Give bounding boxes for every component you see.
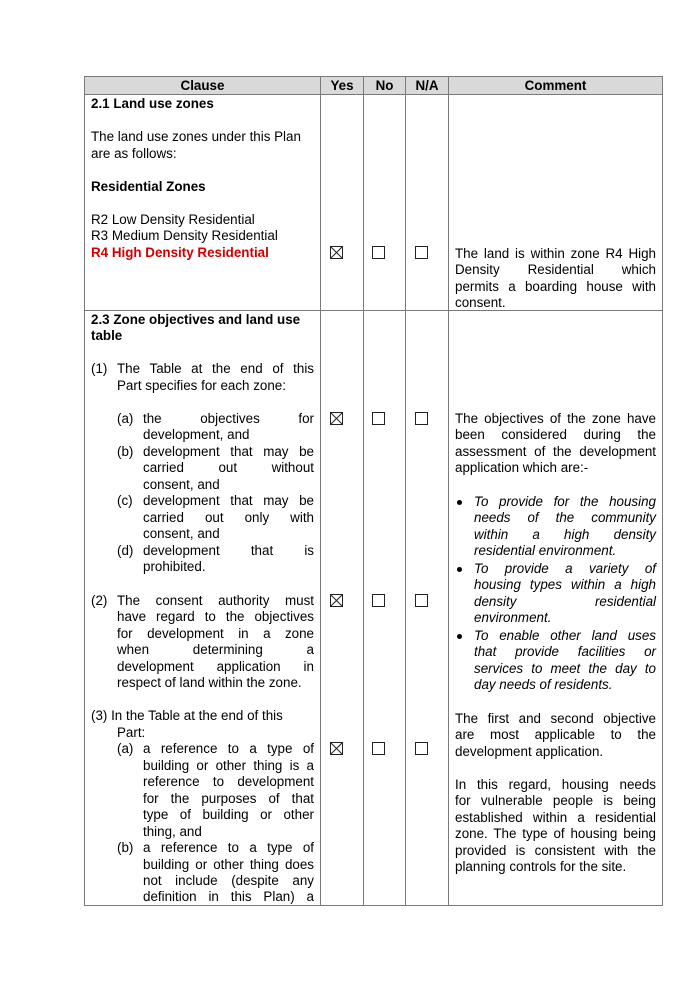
sub-text: development that may be [143, 444, 314, 459]
para-text: (3) In the Table at the end of this [91, 708, 283, 723]
comment-line: Density Residential which [455, 262, 656, 277]
comment-line: are most applicable to the [455, 727, 656, 742]
comment-line: In this regard, housing needs [455, 777, 656, 792]
checkbox-na[interactable] [415, 412, 428, 425]
clause-title-2-1: 2.1 Land use zones [91, 96, 214, 111]
sub-text: development that may be [143, 493, 314, 508]
comment-line: permits a boarding house with [455, 279, 656, 294]
sub-text: development that is [143, 543, 314, 558]
check-x-icon [331, 595, 342, 606]
header-na: N/A [415, 78, 439, 93]
col-divider-comment [448, 76, 449, 906]
sub-text: carried out without [143, 460, 314, 475]
clause-intro-line: The land use zones under this Plan [91, 129, 301, 144]
table-border-left [84, 76, 85, 906]
sub-number: (a) [117, 411, 134, 426]
objective-bullet-text: To provide for the housing [474, 494, 656, 509]
sub-text: a reference to a type of [143, 840, 314, 855]
comment-line: application which are:- [455, 460, 589, 475]
checkbox-yes-checked[interactable] [330, 246, 343, 259]
sub-text: thing, and [143, 824, 202, 839]
objective-bullet-text: needs of the community [474, 510, 656, 525]
checkbox-no[interactable] [372, 246, 385, 259]
sub-text: prohibited. [143, 559, 206, 574]
bullet-icon [457, 567, 462, 572]
checkbox-na[interactable] [415, 742, 428, 755]
para-number: (1) [91, 361, 108, 376]
comment-line: development application. [455, 744, 604, 759]
comment-line: been considered during the [455, 427, 656, 442]
para-text: The Table at the end of this [117, 361, 314, 376]
comment-line: established within a residential [455, 810, 656, 825]
para-text: when determining a [117, 642, 314, 657]
comment-line: for vulnerable people is being [455, 793, 656, 808]
sub-text: development, and [143, 427, 250, 442]
para-text: development application in [117, 659, 314, 674]
comment-line: zone. The type of housing being [455, 826, 656, 841]
clause-title-2-3: table [91, 328, 123, 343]
sub-text: definition in this Plan) a [143, 889, 314, 904]
checkbox-na[interactable] [415, 246, 428, 259]
sub-text: consent, and [143, 526, 220, 541]
comment-line: consent. [455, 295, 506, 310]
sub-text: reference to development [143, 774, 314, 789]
checkbox-na[interactable] [415, 594, 428, 607]
check-x-icon [331, 247, 342, 258]
objective-bullet-text: To provide a variety of [474, 561, 656, 576]
sub-text: consent, and [143, 477, 220, 492]
col-divider-na [405, 76, 406, 906]
check-x-icon [331, 743, 342, 754]
bullet-icon [457, 634, 462, 639]
objective-bullet-text: that provide facilities or [474, 644, 656, 659]
table-border-right [662, 76, 663, 906]
objective-bullet-text: density residential [474, 594, 656, 609]
checkbox-no[interactable] [372, 594, 385, 607]
sub-text: building or other thing does [143, 857, 314, 872]
comment-line: assessment of the development [455, 444, 656, 459]
checkbox-yes-checked[interactable] [330, 742, 343, 755]
para-text: Part specifies for each zone: [117, 378, 286, 393]
row-divider [84, 310, 663, 311]
sub-number: (d) [117, 543, 134, 558]
sub-text: for the purposes of that [143, 791, 314, 806]
para-text: Part: [117, 725, 146, 740]
para-text: for development in a zone [117, 626, 314, 641]
clause-intro-line: are as follows: [91, 146, 177, 161]
checkbox-yes-checked[interactable] [330, 594, 343, 607]
zone-r4-highlight: R4 High Density Residential [91, 245, 269, 260]
objective-bullet-text: To enable other land uses [474, 628, 656, 643]
para-number: (2) [91, 593, 108, 608]
sub-text: not include (despite any [143, 873, 314, 888]
sub-text: building or other thing is a [143, 758, 314, 773]
header-clause: Clause [180, 78, 225, 93]
para-text: The consent authority must [117, 593, 314, 608]
comment-line: The objectives of the zone have [455, 411, 656, 426]
para-text: have regard to the objectives [117, 609, 314, 624]
comment-line: planning controls for the site. [455, 859, 627, 874]
sub-text: type of building or other [143, 807, 314, 822]
objective-bullet-text: day needs of residents. [474, 677, 613, 692]
zone-r2: R2 Low Density Residential [91, 212, 255, 227]
objective-bullet-text: within a high density [474, 527, 656, 542]
comment-line: provided is consistent with the [455, 843, 656, 858]
bullet-icon [457, 500, 462, 505]
sub-text: the objectives for [143, 411, 314, 426]
header-divider [84, 94, 663, 95]
comment-line: The land is within zone R4 High [455, 246, 656, 261]
sub-number: (b) [117, 840, 134, 855]
objective-bullet-text: residential environment. [474, 543, 617, 558]
checkbox-no[interactable] [372, 742, 385, 755]
col-divider-no [363, 76, 364, 906]
col-divider-yes [320, 76, 321, 906]
check-x-icon [331, 413, 342, 424]
sub-number: (c) [117, 493, 133, 508]
residential-zones-heading: Residential Zones [91, 179, 206, 194]
objective-bullet-text: services to meet the day to [474, 661, 656, 676]
para-text: respect of land within the zone. [117, 675, 302, 690]
objective-bullet-text: housing types within a high [474, 577, 656, 592]
sub-text: carried out only with [143, 510, 314, 525]
clause-title-2-3: 2.3 Zone objectives and land use [91, 312, 301, 327]
comment-line: The first and second objective [455, 711, 656, 726]
header-comment: Comment [524, 78, 587, 93]
header-no: No [375, 78, 394, 93]
sub-number: (b) [117, 444, 134, 459]
checkbox-yes-checked[interactable] [330, 412, 343, 425]
sub-text: a reference to a type of [143, 741, 314, 756]
objective-bullet-text: environment. [474, 610, 552, 625]
header-yes: Yes [330, 78, 354, 93]
zone-r3: R3 Medium Density Residential [91, 228, 278, 243]
sub-number: (a) [117, 741, 134, 756]
checkbox-no[interactable] [372, 412, 385, 425]
